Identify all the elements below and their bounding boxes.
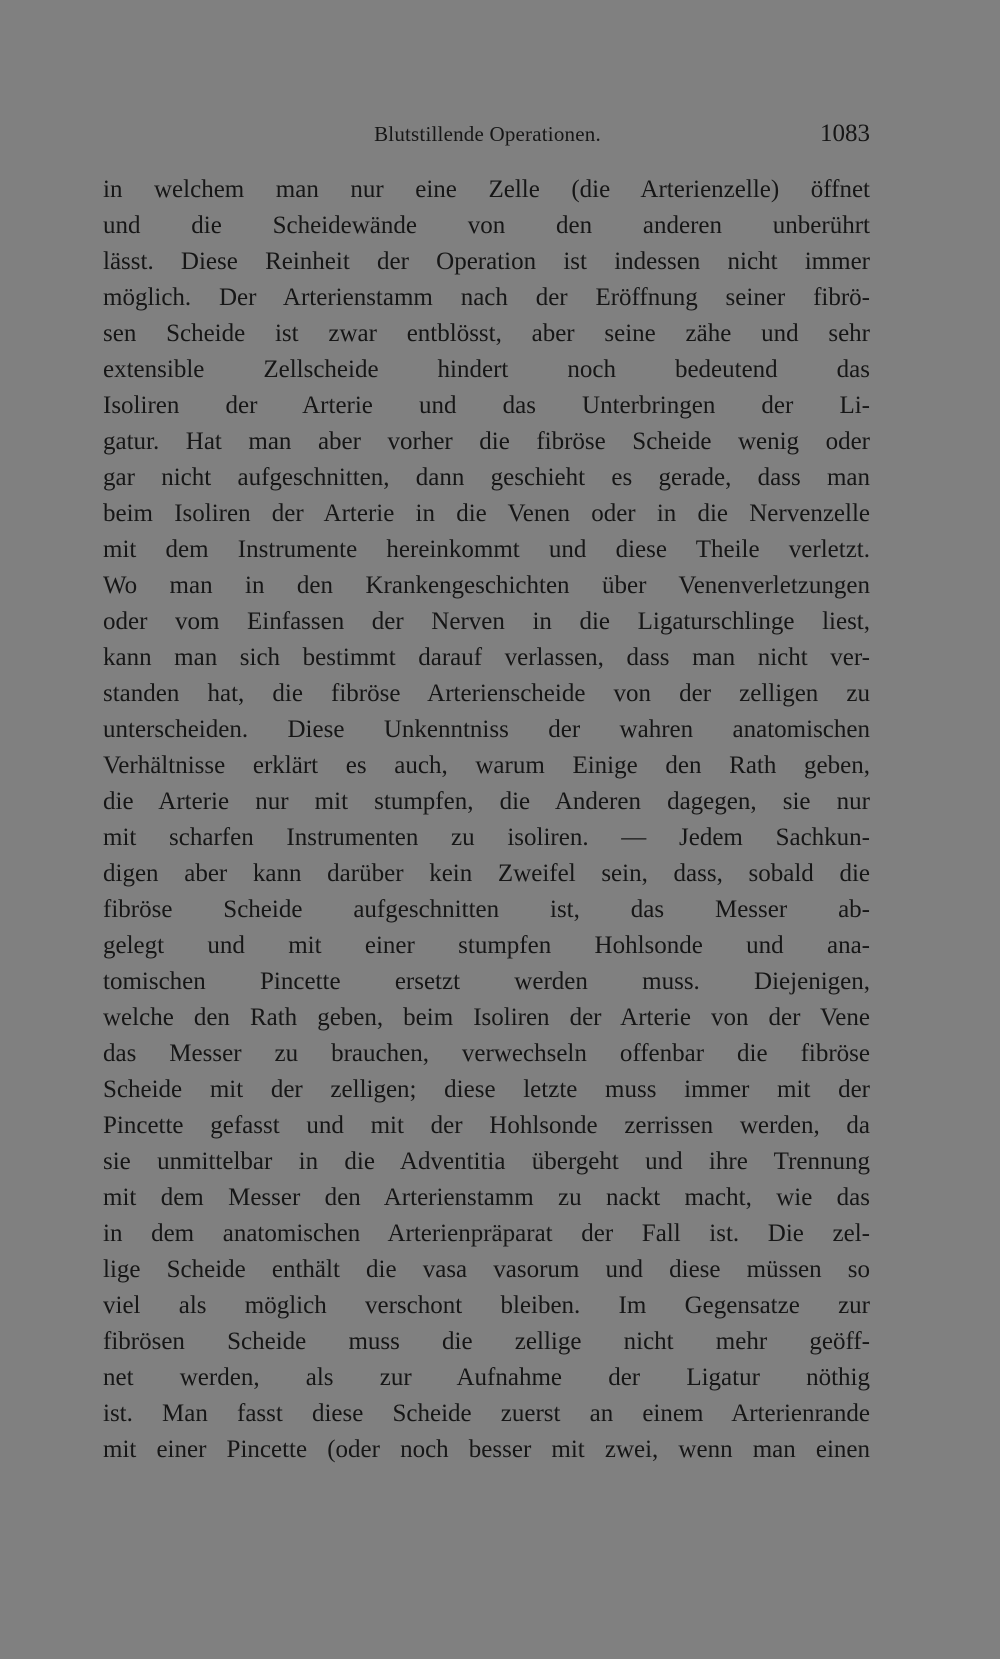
text-line: ist. Man fasst diese Scheide zuerst an einem Arterienrande bbox=[103, 1400, 870, 1427]
text-line: gelegt und mit einer stumpfen Hohlsonde und ana- bbox=[103, 932, 870, 959]
text-line: sen Scheide ist zwar entblösst, aber seine zähe und sehr bbox=[103, 320, 870, 347]
text-line: net werden, als zur Aufnahme der Ligatur nöthig bbox=[103, 1364, 870, 1391]
text-line: mit einer Pincette (oder noch besser mit zwei, wenn man einen bbox=[103, 1436, 870, 1463]
text-line: möglich. Der Arterienstamm nach der Eröffnung seiner fibrö- bbox=[103, 284, 870, 311]
text-line: mit dem Instrumente hereinkommt und diese Theile verletzt. bbox=[103, 536, 870, 563]
text-line: lässt. Diese Reinheit der Operation ist indessen nicht immer bbox=[103, 248, 870, 275]
text-line: Isoliren der Arterie und das Unterbringen der Li- bbox=[103, 392, 870, 419]
text-line: mit dem Messer den Arterienstamm zu nackt macht, wie das bbox=[103, 1184, 870, 1211]
text-line: beim Isoliren der Arterie in die Venen oder in die Nervenzelle bbox=[103, 500, 870, 527]
text-line: die Arterie nur mit stumpfen, die Anderen dagegen, sie nur bbox=[103, 788, 870, 815]
text-line: kann man sich bestimmt darauf verlassen, dass man nicht ver- bbox=[103, 644, 870, 671]
body-text bbox=[103, 172, 870, 1468]
text-line: tomischen Pincette ersetzt werden muss. Diejenigen, bbox=[103, 968, 870, 995]
text-line: Verhältnisse erklärt es auch, warum Einige den Rath geben, bbox=[103, 752, 870, 779]
text-line: welche den Rath geben, beim Isoliren der Arterie von der Vene bbox=[103, 1004, 870, 1031]
text-line: oder vom Einfassen der Nerven in die Ligaturschlinge liest, bbox=[103, 608, 870, 635]
text-line: in dem anatomischen Arterienpräparat der Fall ist. Die zel- bbox=[103, 1220, 870, 1247]
text-line: in welchem man nur eine Zelle (die Arterienzelle) öffnet bbox=[103, 176, 870, 203]
text-line: gar nicht aufgeschnitten, dann geschieht es gerade, dass man bbox=[103, 464, 870, 491]
text-line: lige Scheide enthält die vasa vasorum und diese müssen so bbox=[103, 1256, 870, 1283]
text-line: viel als möglich verschont bleiben. Im Gegensatze zur bbox=[103, 1292, 870, 1319]
text-line: digen aber kann darüber kein Zweifel sein, dass, sobald die bbox=[103, 860, 870, 887]
text-line: extensible Zellscheide hindert noch bedeutend das bbox=[103, 356, 870, 383]
running-head bbox=[105, 120, 870, 150]
text-line: und die Scheidewände von den anderen unberührt bbox=[103, 212, 870, 239]
text-line: standen hat, die fibröse Arterienscheide von der zelligen zu bbox=[103, 680, 870, 707]
page-number: 1083 bbox=[820, 120, 870, 147]
text-line: Pincette gefasst und mit der Hohlsonde zerrissen werden, da bbox=[103, 1112, 870, 1139]
text-line: Wo man in den Krankengeschichten über Venenverletzungen bbox=[103, 572, 870, 599]
running-title: Blutstillende Operationen. bbox=[374, 122, 601, 146]
text-line: sie unmittelbar in die Adventitia übergeht und ihre Trennung bbox=[103, 1148, 870, 1175]
text-line: unterscheiden. Diese Unkenntniss der wahren anatomischen bbox=[103, 716, 870, 743]
text-line: gatur. Hat man aber vorher die fibröse Scheide wenig oder bbox=[103, 428, 870, 455]
text-line: mit scharfen Instrumenten zu isoliren. — Jedem Sachkun- bbox=[103, 824, 870, 851]
text-line: fibrösen Scheide muss die zellige nicht mehr geöff- bbox=[103, 1328, 870, 1355]
text-line: das Messer zu brauchen, verwechseln offenbar die fibröse bbox=[103, 1040, 870, 1067]
text-line: fibröse Scheide aufgeschnitten ist, das Messer ab- bbox=[103, 896, 870, 923]
text-line: Scheide mit der zelligen; diese letzte muss immer mit der bbox=[103, 1076, 870, 1103]
